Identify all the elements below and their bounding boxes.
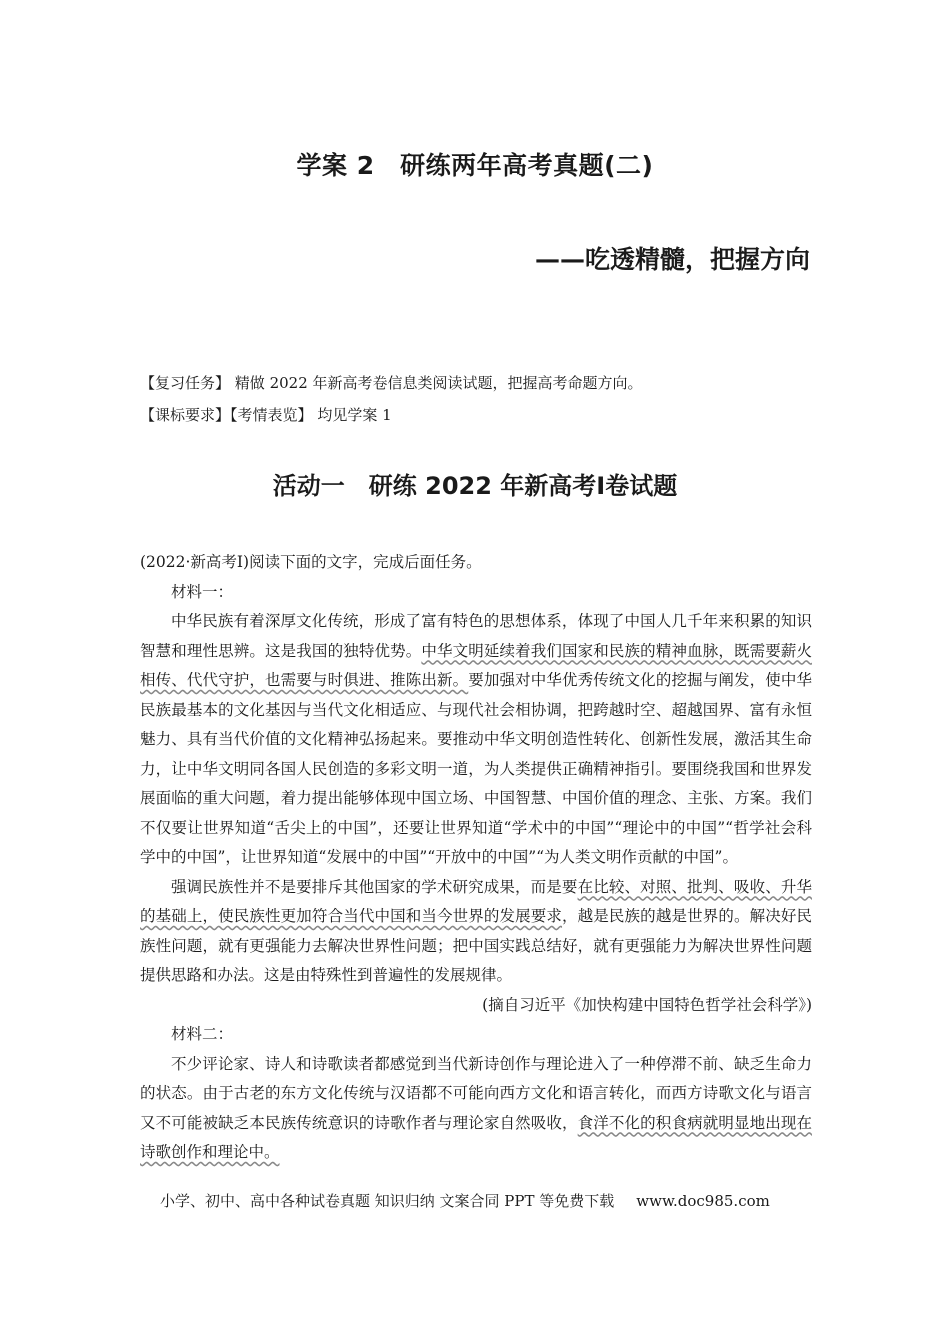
review-task: [140, 372, 643, 394]
page-title: 学案 2 研练两年高考真题(二): [296, 151, 654, 180]
page-footer: [160, 1190, 770, 1211]
review-task-text: 精做 2022 年新高考卷信息类阅读试题，把握高考命题方向。: [234, 374, 643, 392]
footer-url: www.doc985.com: [636, 1192, 770, 1210]
material2-p1-underlined: 食洋不化的积食病就明显地出现在诗歌创作和理论中。: [140, 1113, 812, 1161]
material1-label: 材料一：: [171, 582, 234, 601]
activity-title: 活动一 研练 2022 年新高考Ⅰ卷试题: [272, 472, 678, 500]
requirements-label: 【课标要求】: [140, 406, 231, 424]
material1-p1-part-c: 要加强对中华优秀传统文化的挖掘与阐发，使中华民族最基本的文化基因与当代文化相适应、与现代社会相协调，把跨越时空、超越国界、富有永恒魅力、具有当代价值的文化精神弘扬起来。要推动中华文明创造性转化、创新性发展，激活其生命力，让中华文明同各国人民创造的多彩文明一道，为人类提供正确精神指引。要围绕我国和世界发展面临的重大问题，着力提出能够体现中国立场、中国智慧、中国价值的理念、主张、方案。我们不仅要让世界知道“舌尖上的中国”，还要让世界知道“学术中的中国”“理论中的中国”“哲学社会科学中的中国”，让世界知道“发展中的中国”“开放中的中国”“为人类文明作贡献的中国”。: [140, 671, 812, 866]
material2-paragraph1: [140, 1050, 812, 1168]
material1-p2-underlined: 在比较、对照、批判、吸收、升华的基础上，使民族性更加符合当代中国和当今世界的发展要求: [140, 877, 812, 925]
material1-source: (摘自习近平《加快构建中国特色哲学社会科学》): [482, 995, 812, 1014]
material1-paragraph2: [140, 873, 812, 991]
requirements-line: [140, 404, 392, 426]
footer-text: 小学、初中、高中各种试卷真题 知识归纳 文案合同 PPT 等免费下载: [160, 1192, 615, 1210]
material2-p1-part-a: 不少评论家、诗人和诗歌读者都感觉到当代新诗创作与理论进入了一种停滞不前、缺乏生命力的状态。由于古老的东方文化传统与汉语都不可能向西方文化和语言转化，而西方诗歌文化与语言又不可能被缺乏本民族传统意识的诗歌作者与理论家自然吸收，: [140, 1054, 812, 1132]
material1-p1-underlined: 中华文明延续着我们国家和民族的精神血脉，既需要薪火相传、代代守护，也需要与时俱进、推陈出新。: [140, 641, 812, 689]
exam-overview-label: 【考情表览】: [230, 406, 313, 424]
material1-p2-part-c: ，越是民族的越是世界的。解决好民族性问题，就有更强能力去解决世界性问题；把中国实践总结好，就有更强能力为解决世界性问题提供思路和办法。这是由特殊性到普遍性的发展规律。: [140, 907, 812, 984]
material2-label: 材料二：: [171, 1025, 234, 1043]
question-intro: (2022·新高考Ⅰ)阅读下面的文字，完成后面任务。: [140, 553, 482, 571]
review-task-label: 【复习任务】: [140, 374, 231, 392]
page-subtitle: ——吃透精髓，把握方向: [534, 245, 810, 274]
reading-content: [140, 548, 812, 1168]
material1-p2-part-a: 强调民族性并不是要排斥其他国家的学术研究成果，而是要: [171, 877, 578, 896]
material1-p1-part-a: 中华民族有着深厚文化传统，形成了富有特色的思想体系，体现了中国人几千年来积累的知识智慧和理性思辨。这是我国的独特优势。: [140, 612, 812, 660]
requirements-text: 均见学案 1: [317, 406, 392, 424]
material1-paragraph1: [140, 607, 812, 873]
